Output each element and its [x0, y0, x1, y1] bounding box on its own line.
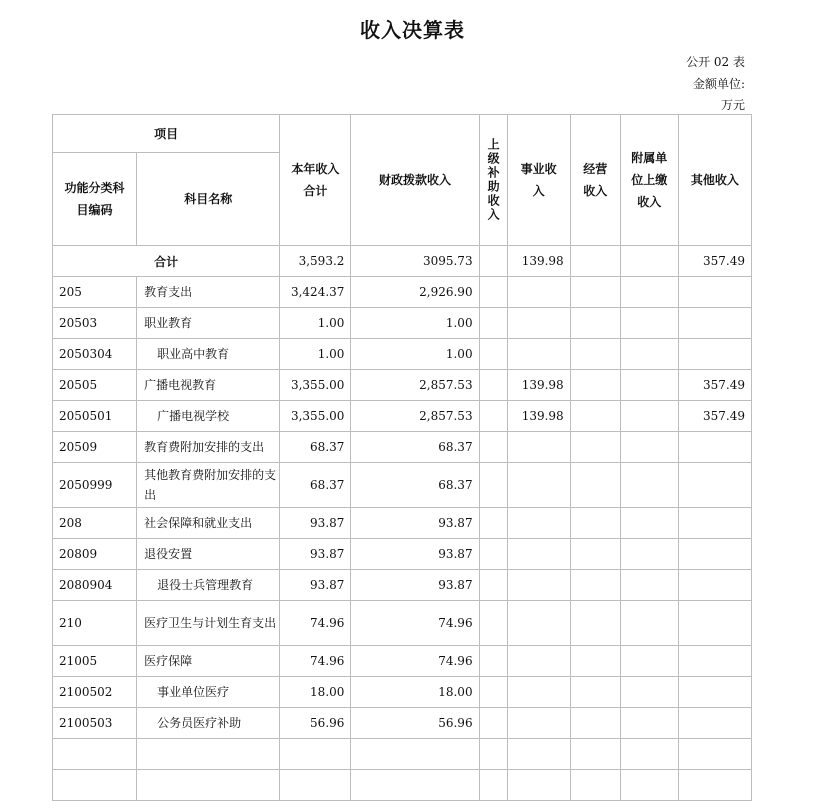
row-superior — [479, 646, 507, 677]
row-affiliate — [620, 601, 678, 646]
row-code — [53, 739, 137, 770]
row-other — [678, 677, 751, 708]
table-row — [53, 539, 752, 570]
total-row — [53, 246, 752, 277]
row-operating — [570, 708, 620, 739]
row-fiscal: 93.87 — [351, 539, 479, 570]
row-fiscal: 74.96 — [351, 601, 479, 646]
row-operating — [570, 308, 620, 339]
row-business — [507, 339, 570, 370]
row-code: 205 — [53, 277, 137, 308]
row-code: 20505 — [53, 370, 137, 401]
row-total: 93.87 — [280, 508, 351, 539]
row-fiscal: 68.37 — [351, 463, 479, 508]
row-affiliate — [620, 708, 678, 739]
row-code: 20509 — [53, 432, 137, 463]
row-affiliate — [620, 539, 678, 570]
header-fiscal: 财政拨款收入 — [351, 115, 479, 246]
row-name: 退役士兵管理教育 — [137, 570, 280, 601]
row-total: 3,424.37 — [280, 277, 351, 308]
total-other: 357.49 — [678, 246, 751, 277]
row-other — [678, 601, 751, 646]
total-label: 合计 — [53, 246, 280, 277]
table-row — [53, 370, 752, 401]
page-title: 收入决算表 — [360, 18, 465, 42]
row-superior — [479, 739, 507, 770]
row-name: 社会保障和就业支出 — [137, 508, 280, 539]
row-other — [678, 739, 751, 770]
row-operating — [570, 370, 620, 401]
row-operating — [570, 677, 620, 708]
row-name — [137, 739, 280, 770]
row-code: 2050304 — [53, 339, 137, 370]
row-other — [678, 277, 751, 308]
row-total: 93.87 — [280, 570, 351, 601]
row-total: 1.00 — [280, 339, 351, 370]
unit-value: 万元 — [720, 98, 745, 112]
header-affiliate: 附属单位上缴收入 — [620, 115, 678, 246]
row-other: 357.49 — [678, 401, 751, 432]
row-superior — [479, 677, 507, 708]
row-code: 208 — [53, 508, 137, 539]
row-operating — [570, 539, 620, 570]
row-code: 2080904 — [53, 570, 137, 601]
row-business — [507, 539, 570, 570]
table-row — [53, 739, 752, 770]
row-name: 职业高中教育 — [137, 339, 280, 370]
row-operating — [570, 463, 620, 508]
row-superior — [479, 508, 507, 539]
row-superior — [479, 339, 507, 370]
row-fiscal — [351, 739, 479, 770]
row-other: 357.49 — [678, 370, 751, 401]
row-name: 广播电视教育 — [137, 370, 280, 401]
row-business — [507, 677, 570, 708]
row-total: 1.00 — [280, 308, 351, 339]
total-affiliate — [620, 246, 678, 277]
row-affiliate — [620, 277, 678, 308]
row-superior — [479, 570, 507, 601]
row-name: 事业单位医疗 — [137, 677, 280, 708]
row-business: 139.98 — [507, 370, 570, 401]
income-table — [52, 114, 752, 801]
row-affiliate — [620, 370, 678, 401]
table-row — [53, 677, 752, 708]
header-operating: 经营收入 — [570, 115, 620, 246]
row-code: 2050501 — [53, 401, 137, 432]
table-row — [53, 339, 752, 370]
row-business — [507, 708, 570, 739]
table-row — [53, 601, 752, 646]
row-operating — [570, 277, 620, 308]
row-affiliate — [620, 570, 678, 601]
row-code: 2100503 — [53, 708, 137, 739]
row-business — [507, 508, 570, 539]
row-code: 20809 — [53, 539, 137, 570]
row-other — [678, 570, 751, 601]
table-row — [53, 770, 752, 801]
row-superior — [479, 539, 507, 570]
table-row — [53, 708, 752, 739]
row-business — [507, 277, 570, 308]
row-affiliate — [620, 432, 678, 463]
table-row — [53, 463, 752, 508]
row-total: 68.37 — [280, 463, 351, 508]
row-superior — [479, 370, 507, 401]
row-superior — [479, 708, 507, 739]
row-other — [678, 539, 751, 570]
row-total: 56.96 — [280, 708, 351, 739]
row-superior — [479, 401, 507, 432]
table-row — [53, 401, 752, 432]
row-operating — [570, 339, 620, 370]
total-amount: 3,593.2 — [280, 246, 351, 277]
row-fiscal: 74.96 — [351, 646, 479, 677]
row-name: 教育费附加安排的支出 — [137, 432, 280, 463]
row-operating — [570, 570, 620, 601]
row-fiscal — [351, 770, 479, 801]
row-business — [507, 646, 570, 677]
row-name: 广播电视学校 — [137, 401, 280, 432]
row-total: 74.96 — [280, 646, 351, 677]
row-name: 医疗保障 — [137, 646, 280, 677]
row-name: 教育支出 — [137, 277, 280, 308]
row-affiliate — [620, 646, 678, 677]
row-name: 医疗卫生与计划生育支出 — [137, 601, 280, 646]
row-total: 74.96 — [280, 601, 351, 646]
row-fiscal: 93.87 — [351, 508, 479, 539]
unit-label: 金额单位: — [692, 77, 745, 91]
row-total: 18.00 — [280, 677, 351, 708]
row-superior — [479, 770, 507, 801]
table-row — [53, 432, 752, 463]
row-other — [678, 646, 751, 677]
table-row — [53, 277, 752, 308]
row-operating — [570, 432, 620, 463]
table-row — [53, 570, 752, 601]
row-total: 3,355.00 — [280, 401, 351, 432]
row-fiscal: 2,857.53 — [351, 370, 479, 401]
row-code: 2100502 — [53, 677, 137, 708]
row-other — [678, 432, 751, 463]
row-affiliate — [620, 739, 678, 770]
header-name: 科目名称 — [137, 153, 280, 246]
total-fiscal: 3095.73 — [351, 246, 479, 277]
row-fiscal: 56.96 — [351, 708, 479, 739]
row-business — [507, 739, 570, 770]
row-business — [507, 463, 570, 508]
row-total: 3,355.00 — [280, 370, 351, 401]
row-name — [137, 770, 280, 801]
row-fiscal: 18.00 — [351, 677, 479, 708]
row-code: 20503 — [53, 308, 137, 339]
row-business — [507, 570, 570, 601]
row-affiliate — [620, 677, 678, 708]
header-other: 其他收入 — [678, 115, 751, 246]
row-total — [280, 739, 351, 770]
row-affiliate — [620, 463, 678, 508]
table-row — [53, 508, 752, 539]
table-row — [53, 308, 752, 339]
table-row — [53, 646, 752, 677]
row-code — [53, 770, 137, 801]
row-total: 93.87 — [280, 539, 351, 570]
row-name: 退役安置 — [137, 539, 280, 570]
row-other — [678, 508, 751, 539]
row-operating — [570, 770, 620, 801]
header-total: 本年收入合计 — [280, 115, 351, 246]
row-total: 68.37 — [280, 432, 351, 463]
row-superior — [479, 601, 507, 646]
row-name: 职业教育 — [137, 308, 280, 339]
row-name: 公务员医疗补助 — [137, 708, 280, 739]
row-other — [678, 708, 751, 739]
row-other — [678, 463, 751, 508]
row-operating — [570, 646, 620, 677]
row-business: 139.98 — [507, 401, 570, 432]
row-name: 其他教育费附加安排的支出 — [137, 463, 280, 508]
row-business — [507, 601, 570, 646]
row-fiscal: 93.87 — [351, 570, 479, 601]
row-operating — [570, 739, 620, 770]
row-business — [507, 432, 570, 463]
row-code: 210 — [53, 601, 137, 646]
row-fiscal: 2,857.53 — [351, 401, 479, 432]
form-number: 公开 02 表 — [686, 55, 745, 69]
header-item: 项目 — [53, 115, 280, 153]
row-fiscal: 2,926.90 — [351, 277, 479, 308]
row-other — [678, 339, 751, 370]
row-affiliate — [620, 308, 678, 339]
row-code: 21005 — [53, 646, 137, 677]
total-superior — [479, 246, 507, 277]
header-code: 功能分类科目编码 — [53, 153, 137, 246]
row-superior — [479, 463, 507, 508]
total-business: 139.98 — [507, 246, 570, 277]
row-other — [678, 308, 751, 339]
row-superior — [479, 277, 507, 308]
row-affiliate — [620, 770, 678, 801]
row-affiliate — [620, 339, 678, 370]
row-business — [507, 308, 570, 339]
row-superior — [479, 432, 507, 463]
header-business: 事业收入 — [507, 115, 570, 246]
row-operating — [570, 508, 620, 539]
row-fiscal: 1.00 — [351, 339, 479, 370]
row-affiliate — [620, 401, 678, 432]
row-affiliate — [620, 508, 678, 539]
header-superior: 上级补助收入 — [479, 115, 507, 246]
row-superior — [479, 308, 507, 339]
row-operating — [570, 401, 620, 432]
row-business — [507, 770, 570, 801]
row-code: 2050999 — [53, 463, 137, 508]
row-other — [678, 770, 751, 801]
row-operating — [570, 601, 620, 646]
row-total — [280, 770, 351, 801]
total-operating — [570, 246, 620, 277]
row-fiscal: 1.00 — [351, 308, 479, 339]
row-fiscal: 68.37 — [351, 432, 479, 463]
